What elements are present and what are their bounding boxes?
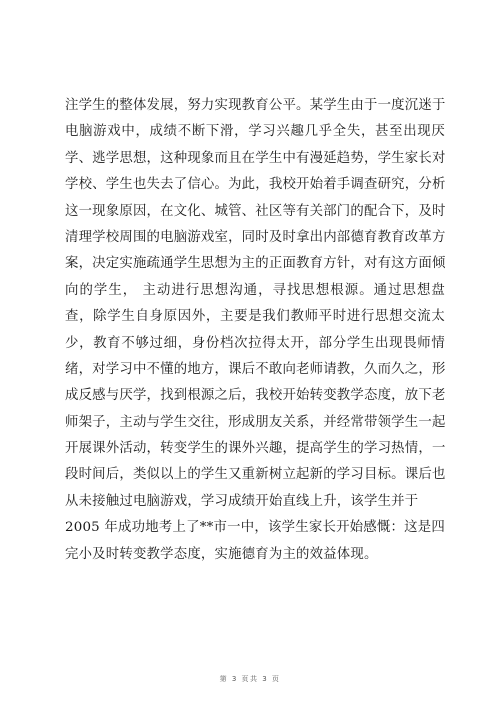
text-line-13: 师架子，主动与学生交往，形成朋友关系，并经常带领学生一起 [65, 414, 446, 430]
text-line-1: 注学生的整体发展，努力实现教育公平。某学生由于一度沉迷于 [65, 98, 446, 113]
text-line-8: 向的学生， 主动进行思想沟通，寻找思想根源。通过思想盘 [65, 282, 445, 298]
text-line-17: 2005 年成功地考上了**市一中，该学生家长开始感慨：这是四 [65, 520, 445, 536]
body-paragraph [65, 93, 445, 568]
text-line-5: 这一现象原因，在文化、城管、社区等有关部门的配合下，及时 [65, 203, 446, 219]
text-line-18: 完小及时转变教学态度，实施德育为主的效益体现。 [65, 546, 378, 562]
text-line-3: 学、逃学思想，这种现象而且在学生中有漫延趋势，学生家长对 [65, 150, 446, 166]
text-line-4: 学校、学生也失去了信心。为此，我校开始着手调查研究，分析 [65, 177, 446, 193]
text-line-11: 绪，对学习中不懂的地方，课后不敢向老师请教，久而久之，形 [65, 361, 446, 377]
text-line-6: 清理学校周围的电脑游戏室，同时及时拿出内部德育教育改革方 [65, 229, 446, 245]
text-line-16: 从未接触过电脑游戏，学习成绩开始直线上升，该学生并于 [65, 493, 419, 509]
text-line-12: 成反感与厌学，找到根源之后，我校开始转变教学态度，放下老 [65, 388, 446, 404]
text-line-10: 少，教育不够过细，身份档次拉得太开，部分学生出现畏师情 [65, 335, 445, 351]
page-number-footer: 第 3 页共 3 页 [219, 675, 281, 683]
text-line-14: 开展课外活动，转变学生的课外兴趣，提高学生的学习热情，一 [65, 441, 446, 457]
text-line-7: 案，决定实施疏通学生思想为主的正面教育方针，对有这方面倾 [65, 256, 446, 272]
text-line-9: 查，除学生自身原因外，主要是我们教师平时进行思想交流太 [65, 309, 445, 325]
text-line-2: 电脑游戏中，成绩不断下滑，学习兴趣几乎全失，甚至出现厌 [65, 124, 445, 140]
text-line-15: 段时间后，类似以上的学生又重新树立起新的学习目标。课后也 [65, 467, 446, 483]
